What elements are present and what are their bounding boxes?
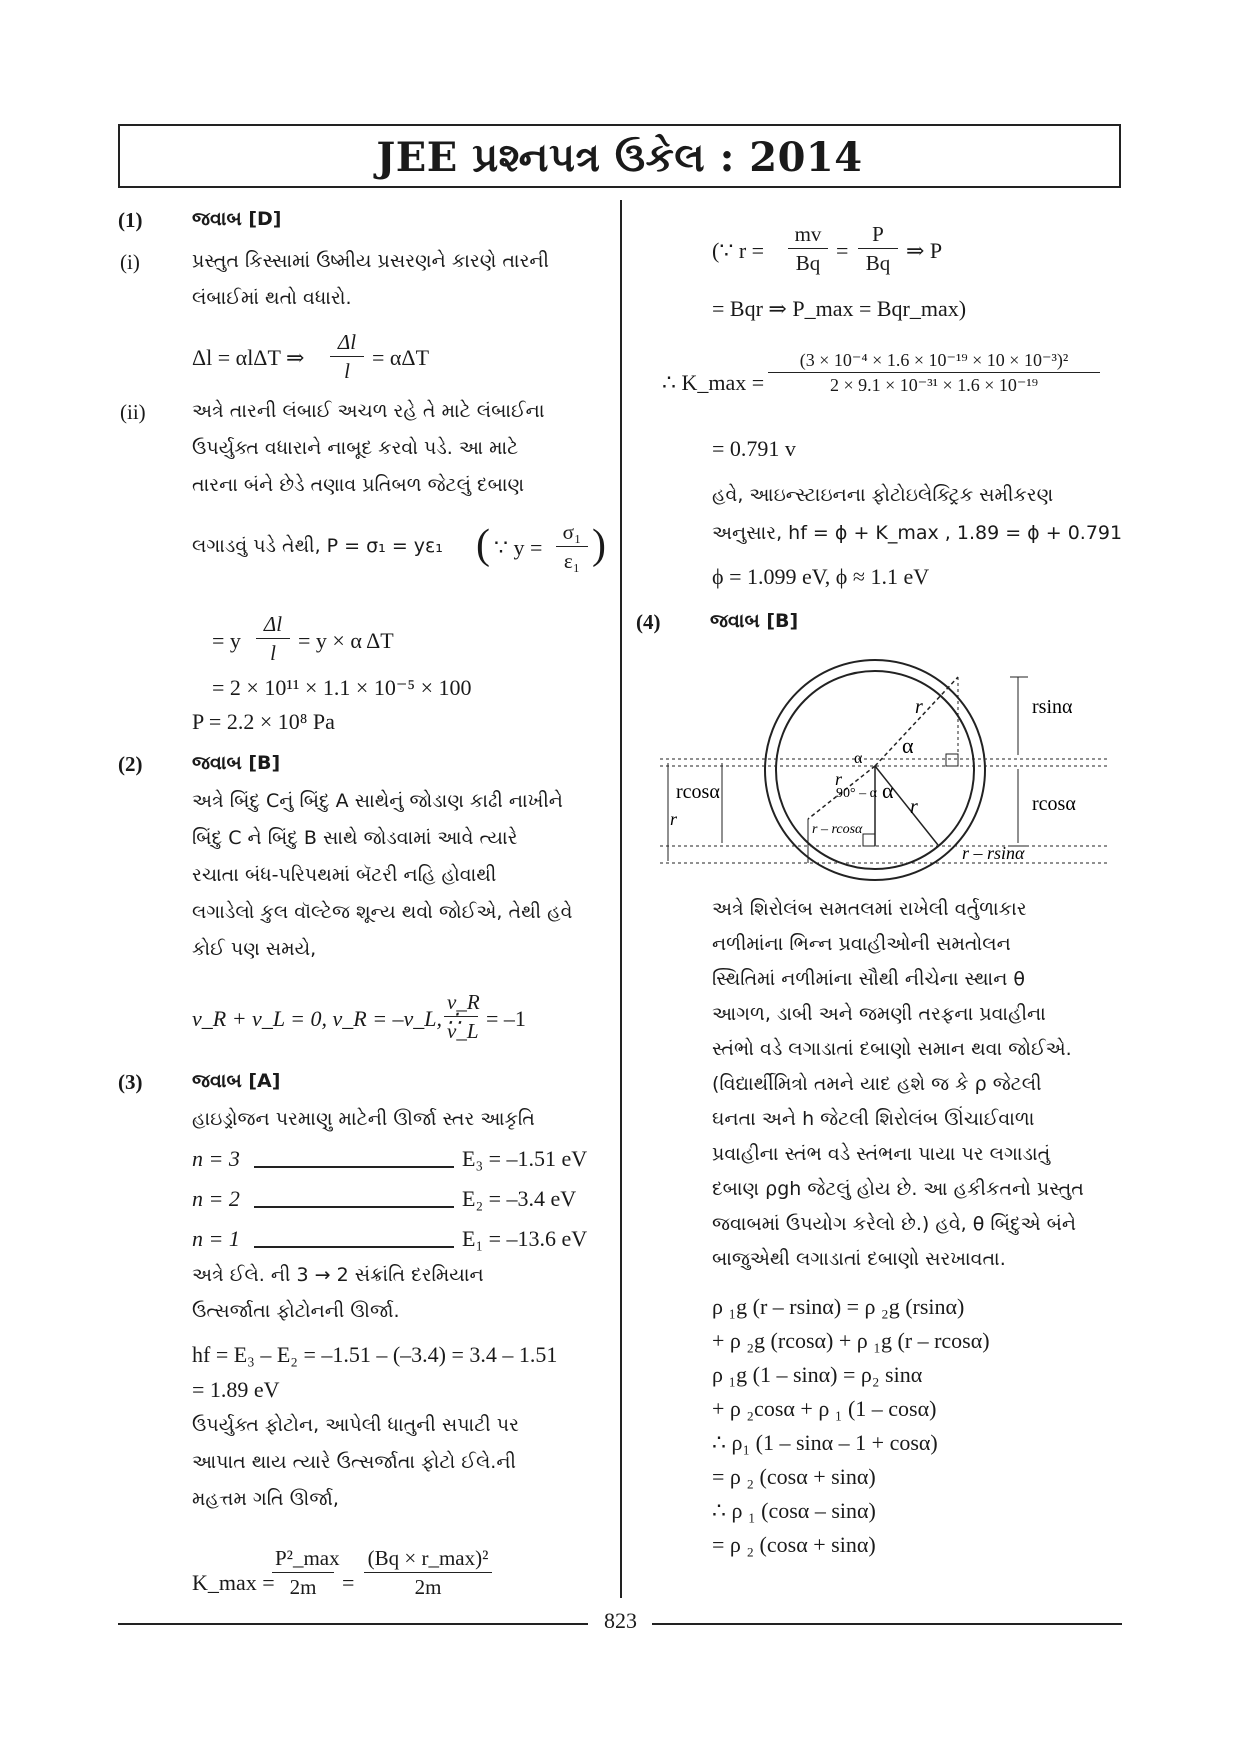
because-numerator: σ₁ (556, 520, 588, 547)
q4-eq3: ρ ₁g (1 – sinα) = ρ₂ sinα (712, 1362, 923, 1387)
kmax-denominator2: 2m (414, 1575, 442, 1599)
q2-eq-left: v_R + v_L = 0, v_R = –v_L, ∴ (192, 1006, 462, 1031)
q3-line2: અત્રે ઈલે. ની 3 → 2 સંક્રાંતિ દરમિયાન (192, 1264, 484, 1286)
q4-body-line5: સ્તંભો વડે લગાડાતાં દબાણો સમાન થવા જોઈએ. (712, 1038, 1072, 1060)
q2-eq-fraction (444, 990, 478, 1044)
label-angle-90: 90° – α (836, 786, 877, 801)
level-line-n2 (254, 1206, 454, 1208)
eq2-numerator: Δl (256, 612, 290, 639)
kmax-denominator1: 2m (289, 1575, 317, 1599)
label-r-minus-rcos: r – rcosα (812, 822, 863, 837)
label-r-upper: r (915, 696, 923, 718)
part-ii-line4: લગાડવું પડે તેથી, P = σ₁ = yε₁ (192, 535, 443, 557)
r-eq1-fraction2 (858, 222, 898, 276)
level-n2: n = 2 (192, 1186, 240, 1211)
eq2-denominator: l (270, 641, 276, 665)
q3-line5: આપાત થાય ત્યારે ઉત્સર્જાતા ફોટો ઈલે.ની (192, 1451, 516, 1473)
label-alpha-small: α (854, 750, 863, 767)
kmax-equals: = (342, 1570, 355, 1595)
label-r-outer: r (670, 809, 678, 829)
page-title: JEE પ્રશ્નપત્ર ઉકેલ : 2014 (376, 134, 863, 181)
page-number-wrap (0, 1608, 1241, 1634)
r-eq1-mid: = (836, 238, 849, 263)
eq3: = 2 × 10¹¹ × 1.1 × 10⁻⁵ × 100 (212, 675, 472, 700)
level-n1: n = 1 (192, 1226, 240, 1251)
eq2-fraction (256, 612, 290, 666)
eq1-fraction (330, 330, 364, 384)
r-eq1-left: (∵ r = (712, 238, 765, 263)
q1-answer: જવાબ [D] (192, 208, 282, 230)
k-fraction (768, 350, 1100, 396)
q3-line3: ઉત્સર્જાતા ફોટોનની ઊર્જા. (192, 1300, 400, 1322)
q4-body-line1: અત્રે શિરોલંબ સમતલમાં રાખેલી વર્તુળાકાર (712, 898, 1027, 920)
q4-eq8: = ρ ₂ (cosα + sinα) (712, 1532, 876, 1557)
level-e3: E₃ = –1.51 eV (462, 1146, 588, 1171)
label-alpha-lower: α (882, 778, 894, 803)
column-divider (620, 200, 622, 1598)
q4-body-line11: બાજુએથી લગાડાતાં દબાણો સરખાવતા. (712, 1248, 1006, 1270)
r-eq1-numerator2: P (858, 222, 898, 249)
level-line-n3 (254, 1166, 454, 1168)
pe-line2: અનુસાર, hf = ϕ + K_max , 1.89 = ϕ + 0.791 (712, 522, 1123, 544)
q4-answer: જવાબ [B] (710, 610, 799, 632)
kmax-left: K_max = (192, 1570, 275, 1595)
q4-eq4: + ρ ₂cosα + ρ ₁ (1 – cosα) (712, 1396, 937, 1421)
q2-line4: લગાડેલો કુલ વૉલ્ટેજ શૂન્ય થવો જોઈએ, તેથી હવે (192, 901, 573, 923)
because-text: ∵ y = (494, 535, 543, 560)
k-denominator: 2 × 9.1 × 10⁻³¹ × 1.6 × 10⁻¹⁹ (829, 375, 1039, 395)
pe-line1: હવે, આઇન્સ્ટાઇનના ફોટોઇલેક્ટ્રિક સમીકરણ (712, 484, 1054, 506)
r-eq1-denominator2: Bq (865, 251, 891, 275)
eq2-right: = y × α ΔT (298, 628, 394, 653)
q2-line2: બિંદુ C ને બિંદુ B સાથે જોડવામાં આવે ત્યારે (192, 827, 518, 849)
label-rcos-right: rcosα (1032, 793, 1076, 815)
eq1-denominator: l (344, 359, 350, 383)
label-r-lower: r (910, 796, 918, 818)
q2-line1: અત્રે બિંદુ Cનું બિંદુ A સાથેનું જોડાણ કાઢી નાખીને (192, 790, 563, 812)
q2-number: (2) (118, 752, 143, 776)
kmax-numerator1: P²_max (272, 1546, 334, 1573)
title-box (118, 124, 1121, 188)
q4-body-line7: ઘનતા અને h જેટલી શિરોલંબ ઊંચાઈવાળા (712, 1108, 1035, 1130)
k-value: = 0.791 v (712, 436, 796, 461)
q2-eq-denominator: v_L (447, 1019, 479, 1043)
eq1-right: = αΔT (372, 345, 430, 370)
right-angle-upper (946, 754, 958, 766)
kmax-fraction2 (364, 1546, 492, 1600)
r-eq1-right: ⇒ P (906, 238, 943, 263)
label-r-left: r (835, 769, 843, 789)
q3-line4: ઉપર્યુક્ત ફોટોન, આપેલી ધાતુની સપાટી પર (192, 1414, 519, 1436)
part-i-line2: લંબાઈમાં થતો વધારો. (192, 287, 352, 309)
left-paren: ( (476, 522, 490, 568)
right-paren: ) (592, 522, 606, 568)
part-ii-label: (ii) (120, 400, 146, 424)
q4-body-line3: સ્થિતિમાં નળીમાંના સૌથી નીચેના સ્થાન θ (712, 968, 1026, 990)
label-r-minus-rsin: r – rsinα (962, 843, 1025, 863)
part-i-label: (i) (120, 250, 140, 274)
q4-body-line10: જવાબમાં ઉપયોગ કરેલો છે.) હવે, θ બિંદુએ બંને (712, 1213, 1077, 1235)
q4-eq5: ∴ ρ₁ (1 – sinα – 1 + cosα) (712, 1430, 938, 1455)
level-e1: E₁ = –13.6 eV (462, 1226, 588, 1251)
q3-answer: જવાબ [A] (192, 1070, 281, 1092)
label-alpha-upper: α (902, 733, 914, 758)
q2-line3: રચાતા બંધ-પરિપથમાં બૅટરી નહિ હોવાથી (192, 864, 497, 886)
r-eq1-denominator1: Bq (795, 251, 821, 275)
q4-body-line4: આગળ, ડાબી અને જમણી તરફના પ્રવાહીના (712, 1003, 1046, 1025)
q2-eq-right: = –1 (486, 1006, 526, 1031)
part-i-line1: પ્રસ્તુત કિસ્સામાં ઉષ્મીય પ્રસરણને કારણે તારની (192, 250, 549, 272)
q4-eq2: + ρ ₂g (rcosα) + ρ ₁g (r – rcosα) (712, 1328, 990, 1353)
right-angle-lower (863, 834, 875, 846)
label-rcos-left: rcosα (676, 781, 720, 803)
eq2-left: = y (212, 628, 241, 653)
eq4: P = 2.2 × 10⁸ Pa (192, 709, 335, 734)
q4-eq7: ∴ ρ ₁ (cosα – sinα) (712, 1498, 876, 1523)
q3-eq1: hf = E₃ – E₂ = –1.51 – (–3.4) = 3.4 – 1.51 (192, 1342, 558, 1367)
pe-line3: ϕ = 1.099 eV, ϕ ≈ 1.1 eV (712, 564, 930, 589)
r-eq1-numerator1: mv (788, 222, 828, 249)
kmax-numerator2: (Bq × r_max)² (364, 1546, 492, 1573)
q2-eq-numerator: v_R (444, 990, 478, 1017)
q4-body-line2: નળીમાંના ભિન્ન પ્રવાહીઓની સમતોલન (712, 933, 1011, 955)
q4-body-line9: દબાણ ρgh જેટલું હોય છે. આ હકીકતનો પ્રસ્તુત (712, 1178, 1084, 1200)
q4-number: (4) (636, 610, 661, 634)
because-fraction (556, 520, 588, 574)
part-ii-line2: ઉપર્યુક્ત વધારાને નાબૂદ કરવો પડે. આ માટે (192, 437, 519, 459)
k-numerator: (3 × 10⁻⁴ × 1.6 × 10⁻¹⁹ × 10 × 10⁻³)² (768, 350, 1100, 373)
level-line-n1 (254, 1246, 454, 1248)
q2-answer: જવાબ [B] (192, 752, 281, 774)
q3-line6: મહત્તમ ગતિ ઊર્જા, (192, 1488, 339, 1510)
q1-number: (1) (118, 208, 143, 232)
page-number: 823 (594, 1608, 647, 1633)
kmax-fraction1 (272, 1546, 340, 1600)
r-eq2: = Bqr ⇒ P_max = Bqr_max) (712, 296, 967, 321)
q3-number: (3) (118, 1070, 143, 1094)
q3-line1: હાઇડ્રોજન પરમાણુ માટેની ઊર્જા સ્તર આકૃતિ (192, 1108, 535, 1130)
level-e2: E₂ = –3.4 eV (462, 1186, 577, 1211)
q4-eq1: ρ ₁g (r – rsinα) = ρ ₂g (rsinα) (712, 1294, 965, 1319)
q4-body-line8: પ્રવાહીના સ્તંભ વડે સ્તંભના પાયા પર લગાડાતું (712, 1143, 1051, 1165)
r-eq1-fraction1 (788, 222, 828, 276)
q2-line5: કોઈ પણ સમયે, (192, 938, 317, 960)
eq1-numerator: Δl (330, 330, 364, 357)
k-left: ∴ K_max = (662, 370, 765, 395)
part-ii-line3: તારના બંને છેડે તણાવ પ્રતિબળ જેટલું દબાણ (192, 474, 525, 496)
radius-upper (875, 677, 958, 766)
q4-eq6: = ρ ₂ (cosα + sinα) (712, 1464, 876, 1489)
circular-tube-figure (640, 655, 1120, 885)
q4-body-line6: (વિદ્યાર્થીમિત્રો તમને યાદ હશે જ કે ρ જેટલી (712, 1073, 1042, 1095)
q3-eq2: = 1.89 eV (192, 1377, 280, 1402)
level-n3: n = 3 (192, 1146, 240, 1171)
because-denominator: ε₁ (563, 549, 581, 573)
eq1-left: Δl = αlΔT ⇒ (192, 345, 305, 370)
part-ii-line1: અત્રે તારની લંબાઈ અચળ રહે તે માટે લંબાઈના (192, 400, 545, 422)
label-rsin: rsinα (1032, 696, 1073, 718)
